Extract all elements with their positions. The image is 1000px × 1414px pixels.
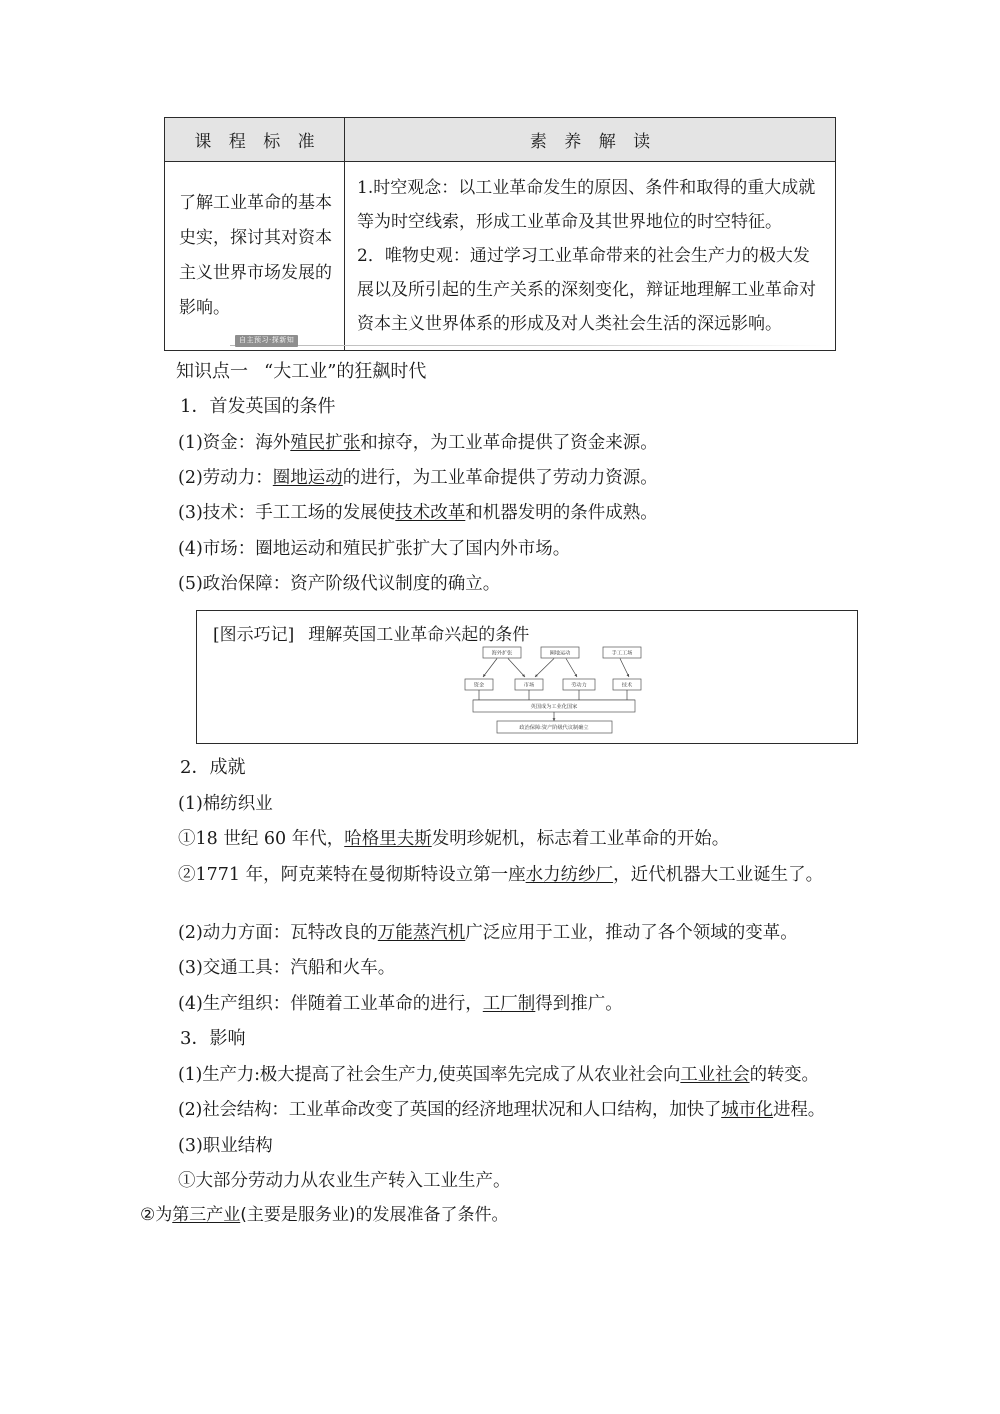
item-label: (3)职业结构 bbox=[178, 1135, 273, 1156]
section3-item-1 bbox=[178, 1061, 880, 1089]
banner-chip-label: 自主预习·探新知 bbox=[235, 335, 298, 347]
section2-item-1 bbox=[178, 825, 880, 853]
table-body-row bbox=[165, 162, 836, 351]
paragraph-gap bbox=[140, 896, 880, 912]
item-keyword: 工业社会 bbox=[680, 1064, 750, 1085]
flowchart-mid-3: 劳动力 bbox=[571, 682, 587, 689]
illustration-box bbox=[196, 610, 858, 744]
section-banner bbox=[230, 333, 830, 355]
item-label: (1)生产力:极大提高了社会生产力,使英国率先完成了从农业社会向 bbox=[178, 1064, 681, 1085]
item-label: (4)市场：圈地运动和殖民扩张扩大了国内外市场。 bbox=[178, 538, 571, 559]
section3-last-item bbox=[140, 1202, 880, 1230]
item-keyword: 水力纺纱厂 bbox=[525, 864, 614, 885]
item-keyword: 工厂制 bbox=[482, 993, 536, 1014]
item-tail: (主要是服务业)的发展准备了条件。 bbox=[240, 1205, 509, 1226]
item-label: (1)资金：海外 bbox=[178, 432, 291, 453]
item-tail: 的进行，为工业革命提供了劳动力资源。 bbox=[342, 467, 658, 488]
item-keyword: 哈格里夫斯 bbox=[344, 829, 432, 850]
flowchart-mid-1: 资金 bbox=[473, 682, 485, 689]
section2-item-5 bbox=[178, 990, 880, 1018]
table-header-row bbox=[165, 118, 836, 162]
flowchart-top-2: 圈地运动 bbox=[549, 650, 571, 657]
section1-item-4 bbox=[178, 535, 880, 563]
standards-table bbox=[164, 117, 836, 351]
standards-table-container bbox=[164, 117, 836, 351]
item-keyword: 技术改革 bbox=[395, 503, 466, 524]
item-label: (5)政治保障：资产阶级代议制度的确立。 bbox=[178, 573, 501, 594]
item-tail: 和掠夺，为工业革命提供了资金来源。 bbox=[360, 432, 658, 453]
section2-item-3 bbox=[178, 919, 880, 947]
section1-item-5 bbox=[178, 570, 880, 598]
section2-item-2 bbox=[178, 861, 880, 889]
item-tail: 广泛应用于工业，推动了各个领域的变革。 bbox=[465, 923, 798, 944]
item-tail: ，近代机器大工业诞生了。 bbox=[613, 864, 824, 885]
item-label: (3)技术：手工工场的发展使 bbox=[178, 503, 396, 524]
item-tail: 和机器发明的条件成熟。 bbox=[465, 503, 658, 524]
illustration-title: 理解英国工业革命兴起的条件 bbox=[308, 625, 530, 646]
item-label: (3)交通工具：汽船和火车。 bbox=[178, 958, 396, 979]
knowledge-point-prefix: 知识点一 bbox=[176, 361, 248, 382]
table-header-course-standard: 课 程 标 准 bbox=[165, 118, 345, 162]
section1-item-1 bbox=[178, 429, 880, 457]
section3-item-3 bbox=[178, 1132, 880, 1160]
item-label: (2)动力方面：瓦特改良的 bbox=[178, 923, 378, 944]
knowledge-point-main: “大工业”的狂飙时代 bbox=[264, 361, 427, 382]
document-body bbox=[140, 358, 880, 1237]
section2-heading: 2．成就 bbox=[180, 757, 246, 779]
item-keyword: 圈地运动 bbox=[272, 467, 343, 488]
illustration-tag: [图示巧记] bbox=[213, 625, 295, 646]
section1-heading: 1．首发英国的条件 bbox=[180, 395, 336, 417]
section3-item-2 bbox=[178, 1096, 880, 1124]
flowchart-mid-2: 市场 bbox=[523, 682, 535, 689]
item-keyword: 城市化 bbox=[721, 1100, 774, 1121]
knowledge-point-title bbox=[176, 358, 880, 387]
item-label: ①大部分劳动力从农业生产转入工业生产。 bbox=[178, 1171, 511, 1191]
item-tail: 进程。 bbox=[773, 1100, 825, 1121]
section3-heading: 3．影响 bbox=[180, 1028, 246, 1050]
item-tail: 得到推广。 bbox=[535, 993, 623, 1014]
flowchart-top-1: 海外扩张 bbox=[491, 650, 513, 657]
section2-item-4 bbox=[178, 954, 880, 982]
section1-item-3 bbox=[178, 499, 880, 527]
item-label: ①18 世纪 60 年代， bbox=[178, 829, 345, 850]
flowchart-top-3: 手工工场 bbox=[611, 650, 633, 657]
item-keyword: 万能蒸汽机 bbox=[377, 923, 466, 944]
section2-subheading: (1)棉纺织业 bbox=[178, 794, 273, 815]
table-cell-literacy-interpretation bbox=[345, 162, 836, 351]
item-tail: 的转变。 bbox=[749, 1064, 819, 1085]
section3-item-4 bbox=[178, 1167, 880, 1195]
table-header-literacy-interpretation: 素 养 解 读 bbox=[345, 118, 836, 162]
section1-item-2 bbox=[178, 464, 880, 492]
item-label: ②1771 年，阿克莱特在曼彻斯特设立第一座 bbox=[178, 864, 526, 885]
item-label: ②为 bbox=[140, 1205, 173, 1226]
flowchart-bottom: 政治保障:资产阶级代议制确立 bbox=[519, 725, 589, 732]
flowchart-mid-4: 技术 bbox=[621, 682, 633, 689]
literacy-item-1: 1.时空观念：以工业革命发生的原因、条件和取得的重大成就等为时空线索，形成工业革命及其世界地位的时空特征。 bbox=[357, 178, 816, 232]
item-label: (2)社会结构：工业革命改变了英国的经济地理状况和人口结构，加快了 bbox=[178, 1100, 722, 1121]
item-keyword: 殖民扩张 bbox=[290, 432, 361, 453]
banner-rule bbox=[230, 345, 830, 346]
item-label: (2)劳动力： bbox=[178, 467, 273, 488]
literacy-item-2: 2．唯物史观：通过学习工业革命带来的社会生产力的极大发展以及所引起的生产关系的深刻变化，辩证地理解工业革命对资本主义世界体系的形成及对人类社会生活的深远影响。 bbox=[357, 246, 816, 334]
flowchart-result: 英国成为工业化国家 bbox=[530, 704, 578, 711]
conditions-flowchart bbox=[453, 645, 703, 737]
item-tail: 发明珍妮机，标志着工业革命的开始。 bbox=[431, 829, 730, 850]
item-keyword: 第三产业 bbox=[172, 1205, 241, 1226]
table-cell-course-standard: 了解工业革命的基本史实，探讨其对资本主义世界市场发展的影响。 bbox=[165, 162, 345, 351]
item-label: (4)生产组织：伴随着工业革命的进行， bbox=[178, 993, 483, 1014]
